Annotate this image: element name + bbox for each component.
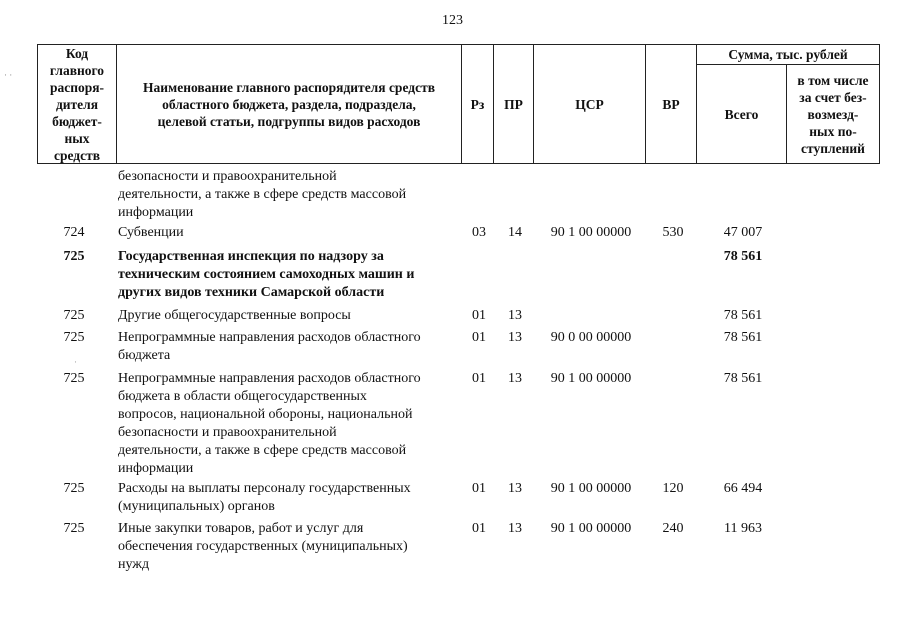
row-name: безопасности и правоохранительной деятельности, а также в сфере средств массовой информации <box>118 169 407 220</box>
header-name: Наименование главного распорядителя средств областного бюджета, раздела, подраздела, целевой статьи, подгруппы видов расходов <box>142 79 435 129</box>
row-rz: 01 <box>472 371 486 386</box>
row-pr: 13 <box>508 308 522 323</box>
tick-mark: · <box>74 357 77 367</box>
row-pr: 13 <box>508 371 522 386</box>
row-code: 725 <box>63 521 85 536</box>
row-rz: 01 <box>472 330 486 345</box>
row-total: 78 561 <box>723 371 763 386</box>
header-sum-title: Сумма, тыс. рублей <box>728 47 848 62</box>
row-pr: 13 <box>508 330 522 345</box>
row-pr: 13 <box>508 521 522 536</box>
table-header <box>37 44 880 164</box>
header-total: Всего <box>724 106 759 122</box>
row-total: 78 561 <box>723 308 763 323</box>
header-pr: ПР <box>504 96 523 112</box>
row-total: 11 963 <box>724 521 762 536</box>
row-total: 66 494 <box>723 481 763 496</box>
row-name: Субвенции <box>118 225 184 240</box>
row-name: Иные закупки товаров, работ и услуг для обеспечения государственных (муниципальных) нужд <box>118 521 408 572</box>
row-csr: 90 0 00 00000 <box>550 330 632 345</box>
row-total: 47 007 <box>723 225 763 240</box>
row-code: 725 <box>63 308 85 323</box>
row-name: Другие общегосударственные вопросы <box>118 308 351 323</box>
row-code: 725 <box>63 481 85 496</box>
row-vr: 240 <box>662 521 684 536</box>
row-csr: 90 1 00 00000 <box>550 521 632 536</box>
row-name: Государственная инспекция по надзору за техническим состоянием самоходных машин и других видов техники Самарской области <box>118 249 415 300</box>
row-total: 78 561 <box>723 249 763 264</box>
row-code: 725 <box>63 371 85 386</box>
row-pr: 14 <box>508 225 522 240</box>
row-name: Непрограммные направления расходов областного бюджета <box>118 330 421 363</box>
row-rz: 01 <box>472 308 486 323</box>
row-rz: 01 <box>472 481 486 496</box>
row-csr: 90 1 00 00000 <box>550 371 632 386</box>
row-rz: 03 <box>472 225 486 240</box>
row-name: Расходы на выплаты персоналу государственных (муниципальных) органов <box>118 481 411 514</box>
row-code: 724 <box>63 225 85 240</box>
row-code: 725 <box>63 249 85 264</box>
header-vr: ВР <box>662 96 680 112</box>
row-csr: 90 1 00 00000 <box>550 481 632 496</box>
row-pr: 13 <box>508 481 522 496</box>
row-vr: 530 <box>662 225 684 240</box>
row-total: 78 561 <box>723 330 763 345</box>
header-free: в том числе за счет без- возмезд- ных по- ступлений <box>797 72 869 156</box>
row-code: 725 <box>63 330 85 345</box>
header-csr: ЦСР <box>575 96 604 112</box>
header-rz: Рз <box>470 96 485 112</box>
header-code: Код главного распоря- дителя бюджет- ных средств <box>49 45 105 163</box>
page-number: 123 <box>442 13 463 28</box>
margin-mark: · · <box>4 70 13 80</box>
row-rz: 01 <box>472 521 486 536</box>
row-name: Непрограммные направления расходов областного бюджета в области общегосударственных вопросов, национальной обороны, национальной безопасности и правоохранительной деятельности, а также в сфере средств массовой информации <box>118 371 421 476</box>
row-vr: 120 <box>662 481 684 496</box>
row-csr: 90 1 00 00000 <box>550 225 632 240</box>
